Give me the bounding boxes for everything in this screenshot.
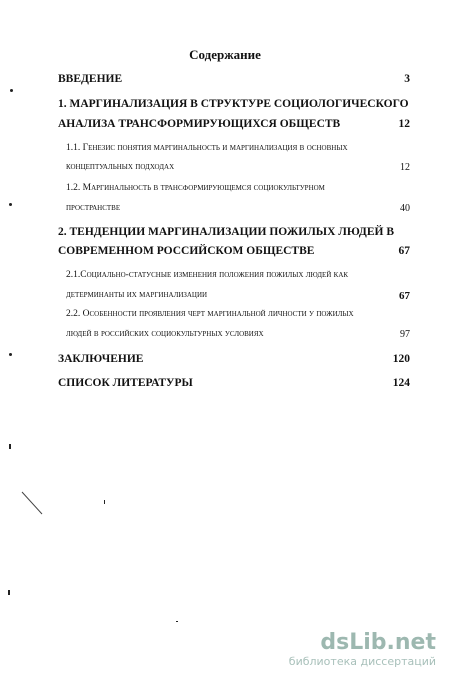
- toc-entry-section-2-2-cont: [0, 329, 450, 345]
- watermark-logo: dsLib.net: [320, 630, 436, 655]
- toc-entry-text-line2: детерминанты их маргинализации: [66, 290, 208, 300]
- toc-entry-text-line1: 1.2. Маргинальность в трансформирующемся социокультурном: [66, 183, 325, 193]
- toc-entry-chapter-1: [0, 98, 450, 114]
- toc-entry-page: 40: [400, 203, 410, 214]
- toc-entry-section-1-1-cont: [0, 162, 450, 178]
- toc-entry-section-1-2: [0, 183, 450, 199]
- toc-entry-chapter-2: [0, 226, 450, 242]
- toc-entry-section-2-1-cont: [0, 290, 450, 306]
- toc-entry-page: 67: [399, 290, 410, 302]
- watermark-subtitle: библиотека диссертаций: [288, 655, 436, 668]
- scan-speck: [9, 353, 12, 356]
- toc-entry-bibliography: [0, 377, 450, 393]
- toc-entry-page: 12: [400, 162, 410, 173]
- toc-entry-text-line2: СОВРЕМЕННОМ РОССИЙСКОМ ОБЩЕСТВЕ: [58, 245, 315, 257]
- toc-entry-page: 120: [392, 353, 410, 365]
- scan-scratch: [18, 488, 48, 518]
- watermark: [289, 631, 436, 668]
- scan-speck: [176, 621, 178, 622]
- toc-entry-text-line1: 2. ТЕНДЕНЦИИ МАРГИНАЛИЗАЦИИ ПОЖИЛЫХ ЛЮДЕЙ В: [58, 226, 395, 238]
- scan-speck: [10, 89, 13, 92]
- scan-speck: [9, 444, 11, 449]
- toc-entry-page: 97: [400, 329, 410, 340]
- toc-entry-section-2-2: [0, 309, 450, 325]
- toc-entry-page: 12: [398, 118, 410, 130]
- scan-speck: [8, 590, 10, 595]
- toc-entry-text-line1: 2.2. Особенности проявления черт маргинальной личности у пожилых: [66, 309, 354, 319]
- toc-entry-chapter-2-cont: [0, 245, 450, 261]
- toc-entry-text: СПИСОК ЛИТЕРАТУРЫ: [58, 377, 193, 389]
- toc-entry-section-1-1: [0, 143, 450, 159]
- toc-entry-section-2-1: [0, 270, 450, 286]
- toc-entry-section-1-2-cont: [0, 203, 450, 219]
- toc-entry-text-line1: 1.1. Генезис понятия маргинальность и маргинализация в основных: [66, 143, 348, 153]
- toc-entry-chapter-1-cont: [0, 118, 450, 134]
- toc-entry-page: 67: [398, 245, 410, 257]
- toc-entry-conclusion: [0, 353, 450, 369]
- toc-entry-text-line1: 2.1.Социально-статусные изменения положения пожилых людей как: [66, 270, 349, 280]
- toc-entry-page: 124: [392, 377, 410, 389]
- toc-entry-introduction: [0, 73, 450, 89]
- toc-entry-text-line2: концептуальных подходах: [66, 162, 175, 172]
- page-title: Содержание: [189, 47, 261, 62]
- toc-entry-text-line1: 1. МАРГИНАЛИЗАЦИЯ В СТРУКТУРЕ СОЦИОЛОГИЧЕСКОГО: [58, 98, 409, 110]
- toc-entry-text: ЗАКЛЮЧЕНИЕ: [58, 353, 144, 365]
- scan-speck: [9, 203, 12, 206]
- toc-entry-text-line2: пространстве: [66, 203, 121, 213]
- toc-entry-page: 3: [404, 73, 410, 85]
- toc-entry-text-line2: АНАЛИЗА ТРАНСФОРМИРУЮЩИХСЯ ОБЩЕСТВ: [58, 118, 341, 130]
- scan-speck: [104, 500, 105, 504]
- toc-entry-text-line2: людей в российских социокультурных условиях: [66, 329, 264, 339]
- toc-entry-text: ВВЕДЕНИЕ: [58, 73, 123, 85]
